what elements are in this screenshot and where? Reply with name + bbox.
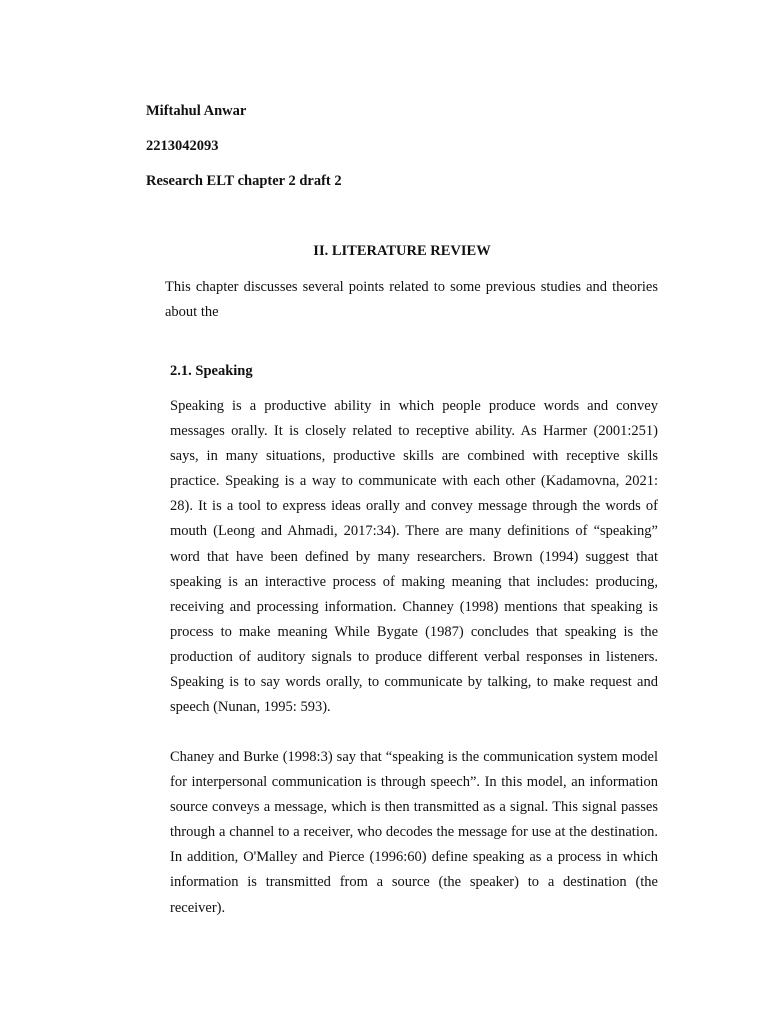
body-paragraph: Speaking is a productive ability in which people produce words and convey messages orally. It is closely related to receptive ability. As Harmer (2001:251) says, in many situations, productive skills are combined with receptive skills practice. Speaking is a way to communicate with each other (Kadamovna, 2021: 28). It is a tool to express ideas orally and convey message through the words of mouth (Leong and Ahmadi, 2017:34). There are many definitions of “speaking” word that have been defined by many researchers. Brown (1994) suggest that speaking is an interactive process of making meaning that includes: producing, receiving and processing information. Channey (1998) mentions that speaking is process to make meaning While Bygate (1987) concludes that speaking is the production of auditory signals to produce different verbal responses in listeners. Speaking is to say words orally, to communicate by talking, to make request and speech (Nunan, 1995: 593). (170, 398, 658, 716)
section-heading: 2.1. Speaking (170, 363, 253, 379)
student-id: 2213042093 (146, 138, 219, 154)
document-title: Research ELT chapter 2 draft 2 (146, 173, 342, 189)
author-name: Miftahul Anwar (146, 103, 247, 119)
body-paragraph: Chaney and Burke (1998:3) say that “speaking is the communication system model for interpersonal communication is through speech”. In this model, an information source conveys a message, which is then transmitted as a signal. This signal passes through a channel to a receiver, who decodes the message for use at the destination. In addition, O'Malley and Pierce (1996:60) define speaking as a process in which information is transmitted from a source (the speaker) to a destination (the receiver). (170, 749, 658, 916)
chapter-intro: This chapter discusses several points related to some previous studies and theories about the (165, 279, 658, 320)
chapter-heading: II. LITERATURE REVIEW (313, 243, 491, 259)
